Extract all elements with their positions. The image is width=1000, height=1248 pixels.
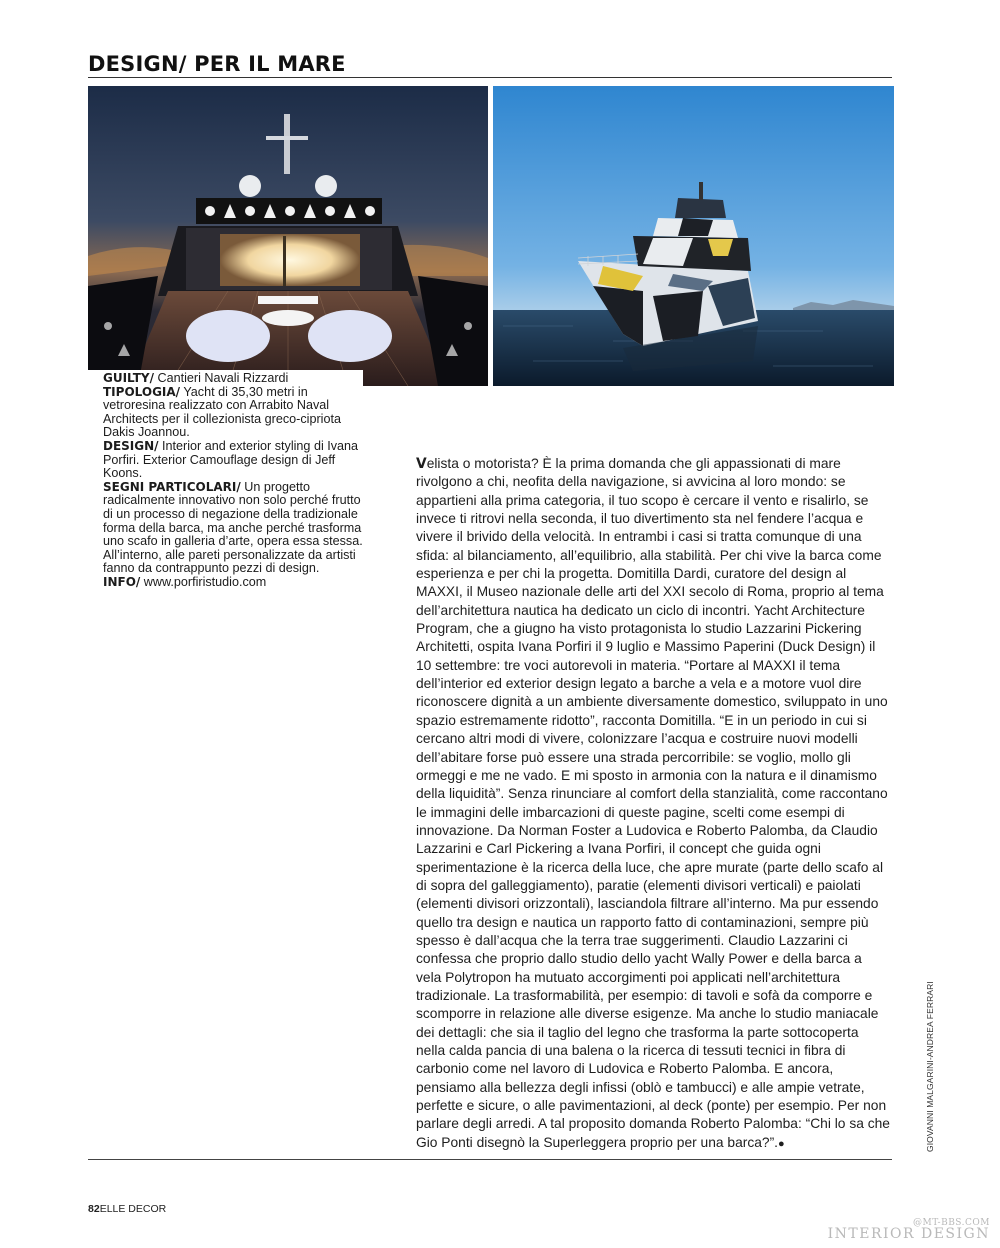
page-number: 82 bbox=[88, 1203, 100, 1215]
caption-text: Cantieri Navali Rizzardi bbox=[153, 371, 289, 385]
section-title: DESIGN/ PER IL MARE bbox=[88, 52, 346, 76]
photo-credit-text: GIOVANNI MALGARINI-ANDREA FERRARI bbox=[925, 981, 935, 1152]
article-text: elista o motorista? È la prima domanda che gli appassionati di mare rivolgono a chi, neofita della navigazione, si avvicina al loro mondo: se appartieni alla prima categoria, il tuo scopo è cercare il vento e risalirlo, se invece ti ritrovi nella seconda, il tuo divertimento sta nel fendere l’acqua e vivere il brivido della velocità. In entrambi i casi si tratta comunque di una sfida: al bilanciamento, all’equilibrio, alla stabilità. Per chi vive la barca come esperienza e per chi la progetta. Domitilla Dardi, curatore del design al MAXXI, il Museo nazionale delle arti del XXI secolo di Roma, proprio al tema dell’architettura nautica ha dedicato un ciclo di incontri. Yacht Architecture Program, che a giugno ha visto protagonista lo studio Lazzarini Pickering Architetti, ospita Ivana Porfiri il 9 luglio e Massimo Paperini (Duck Design) il 10 settembre: tre voci autorevoli in materia. “Portare al MAXXI il tema dell’interior ed exterior design legato a barche a vela e a motore vuol dire riconoscere dignità a un ambiente diversamente domestico, sviluppato in uno spazio estremamente ridotto”, racconta Domitilla. “E in un periodo in cui si cercano altri modi di vivere, colonizzare l’acqua e costruire nuovi modelli dell’abitare forse può essere una strada percorribile: se voglio, mollo gli ormeggi e me ne vado. E mi sposto in armonia con la natura e il dinamismo della liquidità”. Senza rinunciare al comfort della stanzialità, come raccontano le immagini delle imbarcazioni di queste pagine, scelti come esempi di innovazione. Da Norman Foster a Ludovica e Roberto Palomba, da Claudio Lazzarini e Carl Pickering a Ivana Porfiri, il concept che guida ogni sperimentazione è la ricerca della luce, che apre murate (parte dello scafo al di sopra del galleggiamento), paratie (elementi divisori verticali) e paiolati (elementi divisori orizzontali), lasciandola filtrare all’interno. Ma pur essendo quello tra design e nautica un rapporto fatto di contaminazioni, sempre più spesso è dall’acqua che la terra trae suggerimenti. Claudio Lazzarini ci confessa che proprio dallo studio dello yacht Wally Power e della barca a vela Polytropon ha mutuato accorgimenti poi applicati nell’architettura tradizionale. La trasformabilità, per esempio: di tavoli e sofà da comporre e scomporre in relazione alle diverse esigenze. Ma anche lo studio maniacale dei dettagli: che sia il taglio del legno che trasforma la parte sottocoperta nella calda pancia di una balena o la ricerca di tessuti tecnici in fibra di carbonio come nel lavoro di Ludovica e Roberto Palomba. E ancora, pensiamo alla bellezza degli infissi (oblò e tambucci) e alle ampie vetrate, perfette e sicure, o alle pavimentazioni, al deck (ponte) per esempio. Per non parlare degli arredi. A tal proposito domanda Roberto Palomba: “Chi lo sa che Gio Ponti disegnò la Superleggera proprio per una barca?”. bbox=[416, 456, 890, 1150]
footer-rule bbox=[88, 1159, 892, 1160]
caption-text: Interior and exterior styling di Ivana Porfiri. Exterior Camouflage design di Jeff Koons. bbox=[103, 438, 359, 481]
page-folio bbox=[88, 1203, 166, 1215]
watermark bbox=[828, 1218, 990, 1242]
caption-tipologia bbox=[103, 386, 365, 440]
caption-text: Yacht di 35,30 metri in vetroresina realizzato con Arrabito Naval Architects per il collezionista greco-cipriota Dakis Joannou. bbox=[103, 384, 341, 440]
caption-label: DESIGN/ bbox=[103, 438, 159, 453]
caption-info bbox=[103, 576, 365, 590]
camouflage-yacht-photo bbox=[493, 86, 894, 386]
article-paragraph bbox=[416, 455, 890, 1153]
caption-segni bbox=[103, 481, 365, 576]
header-rule bbox=[88, 77, 892, 78]
caption-text: www.porfiristudio.com bbox=[140, 574, 267, 589]
yacht-interior-photo bbox=[88, 86, 488, 386]
caption-guilty bbox=[103, 372, 365, 386]
caption-label: INFO/ bbox=[103, 574, 141, 589]
caption-label: SEGNI PARTICOLARI/ bbox=[103, 479, 241, 494]
caption-design bbox=[103, 440, 365, 481]
caption-text: Un progetto radicalmente innovativo non solo perché frutto di un processo di negazione della tradizionale forma della barca, ma anche perché trasforma uno scafo in galleria d’arte, opera essa stessa. All’interno, alle pareti personalizzate da artisti fanno da contrappunto pezzi di design. bbox=[103, 479, 363, 576]
drop-cap: V bbox=[416, 456, 427, 472]
caption-label: TIPOLOGIA/ bbox=[103, 384, 181, 399]
watermark-line2: INTERIOR DESIGN bbox=[827, 1226, 990, 1242]
publication-name: ELLE DECOR bbox=[99, 1203, 167, 1215]
photo-caption bbox=[103, 372, 365, 590]
caption-label: GUILTY/ bbox=[103, 371, 154, 385]
end-mark-icon: ● bbox=[778, 1137, 785, 1150]
watermark-line1: @MT-BBS.COM bbox=[912, 1218, 990, 1228]
article-body bbox=[416, 455, 890, 1153]
photo-credit bbox=[924, 981, 935, 1152]
